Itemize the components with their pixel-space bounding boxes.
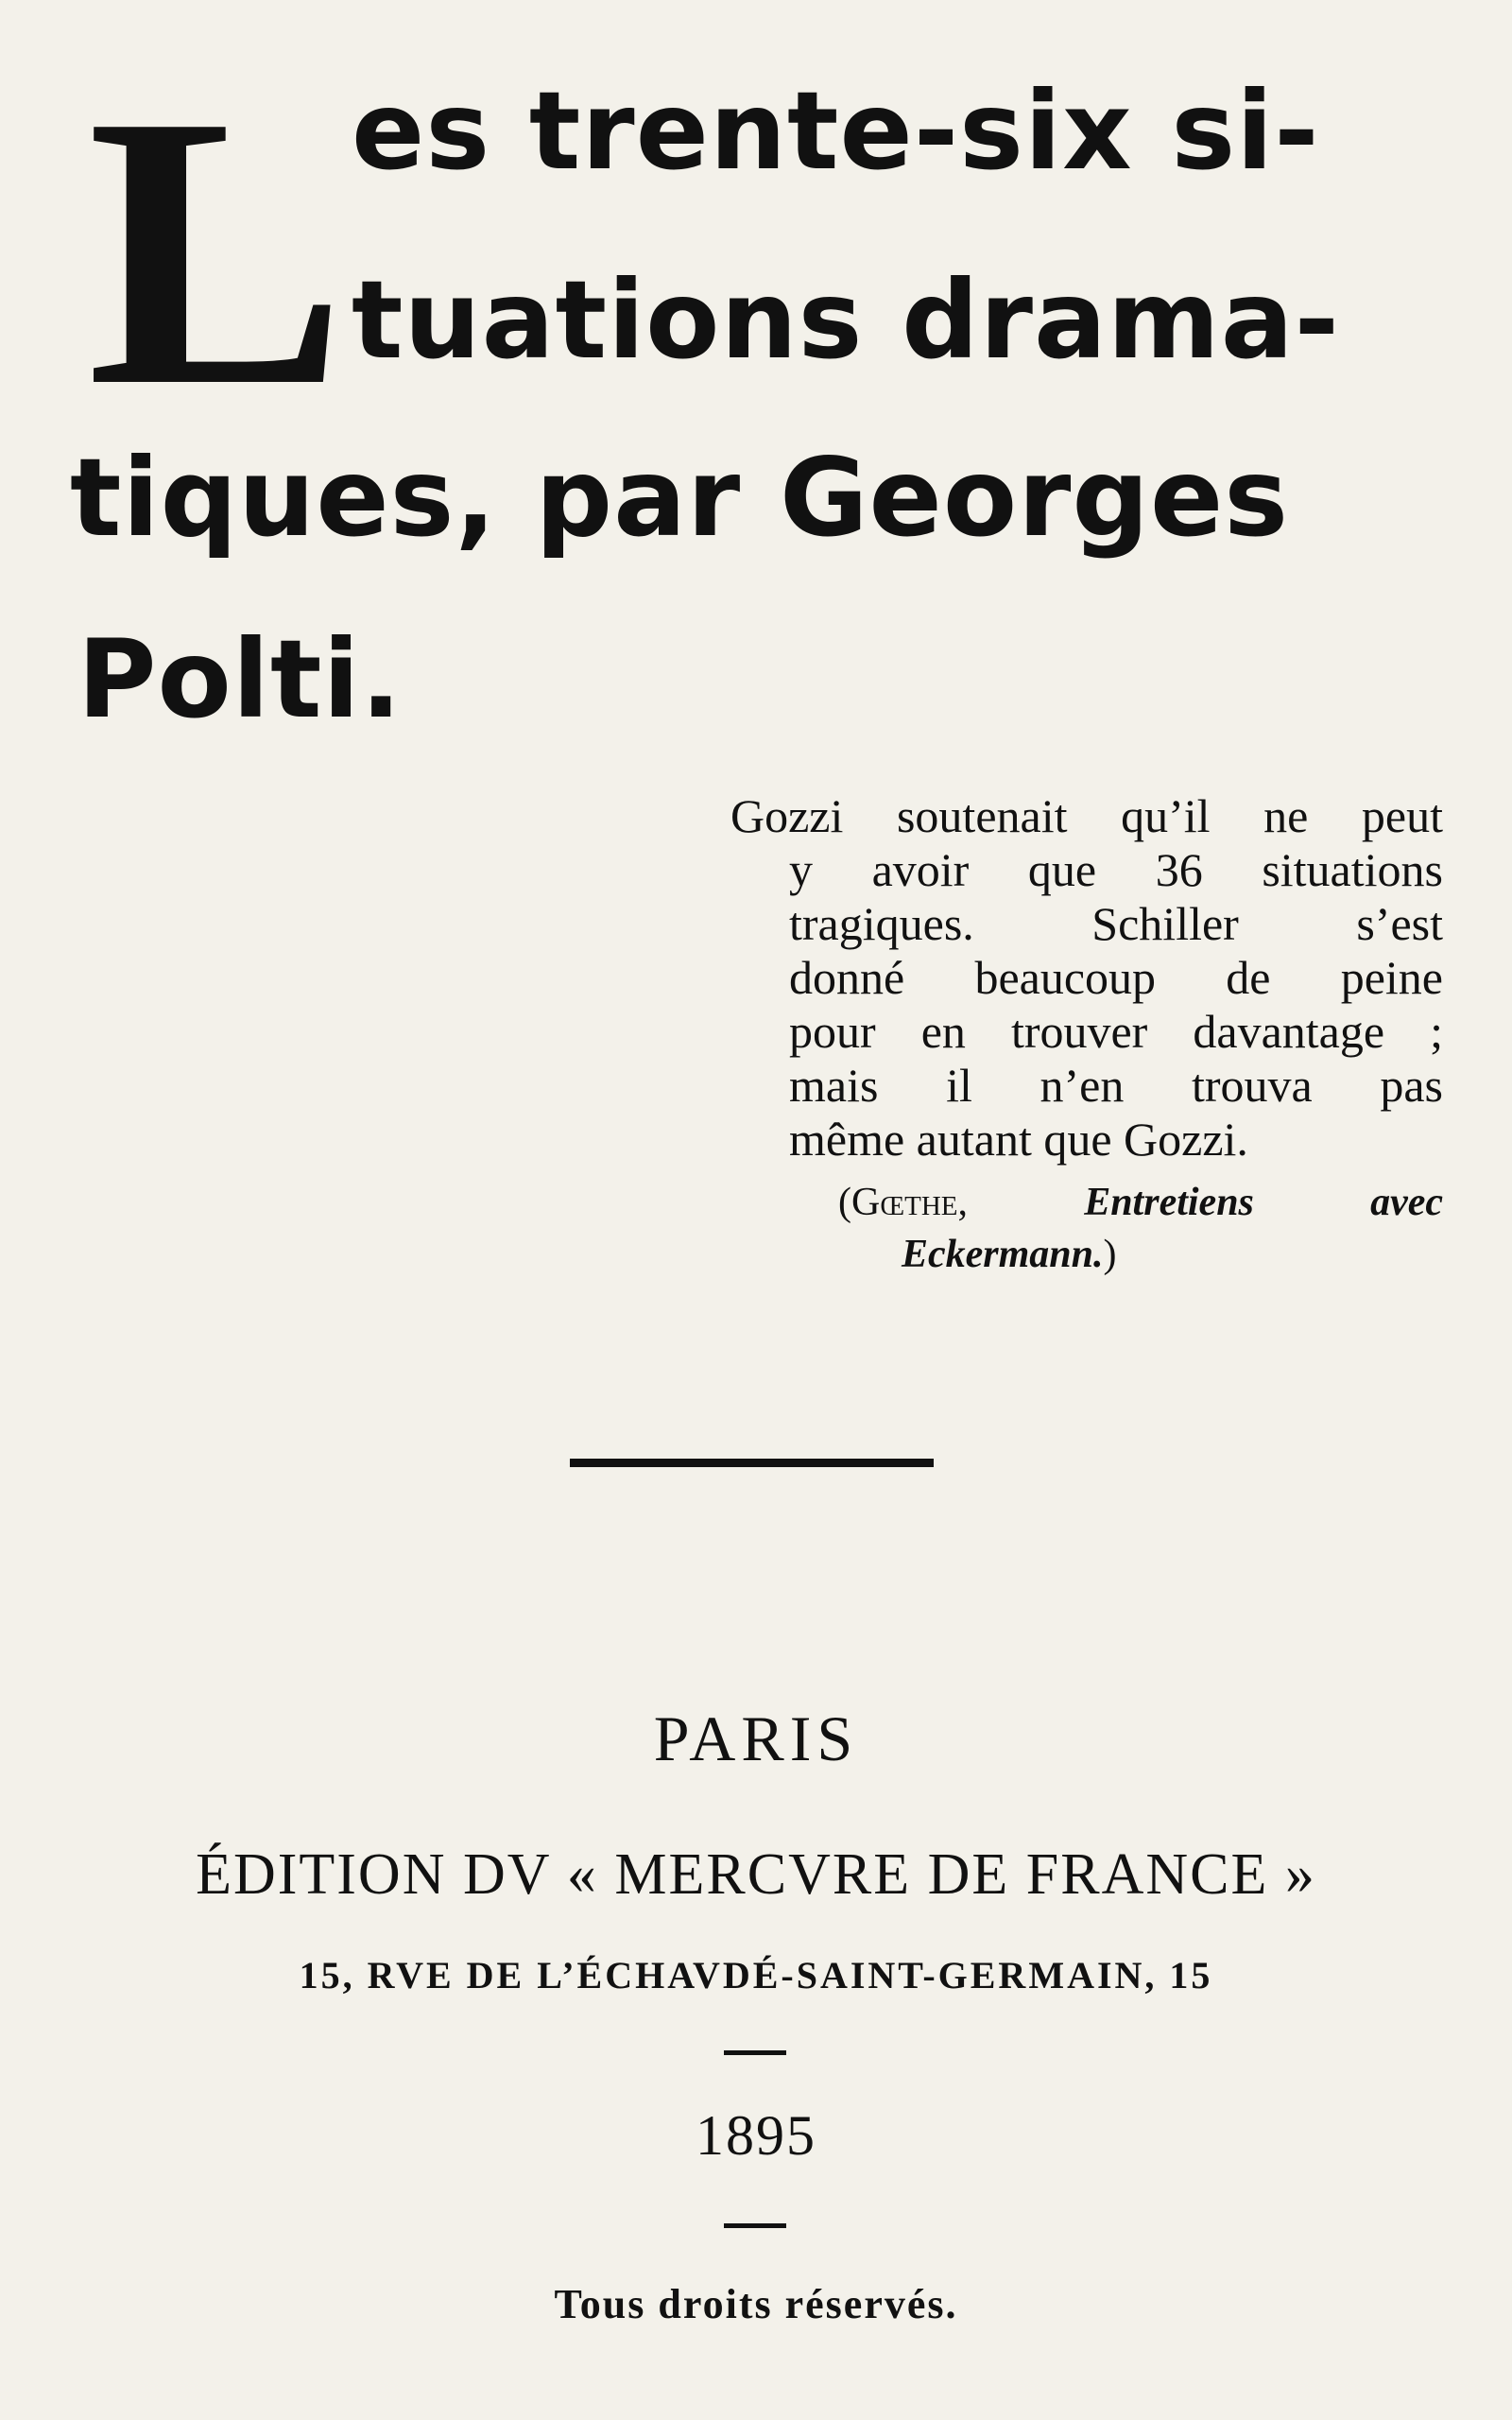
- title-line-1: es trente-six si-: [352, 68, 1320, 194]
- imprint-publisher: ÉDITION DV « MERCVRE DE FRANCE »: [196, 1842, 1316, 1907]
- small-divider: [724, 2050, 786, 2055]
- epigraph: [730, 789, 1443, 1167]
- epigraph-line-2: y avoir que 36 situations: [789, 843, 1443, 896]
- title-line-4: Polti.: [77, 616, 403, 742]
- open-paren: (: [838, 1181, 851, 1224]
- epigraph-line-7: même autant que Gozzi.: [789, 1113, 1248, 1166]
- attribution-work-part2: Eckermann.: [902, 1233, 1104, 1276]
- attribution-comma: ,: [957, 1181, 968, 1224]
- attribution-author: Gœthe: [851, 1181, 958, 1224]
- attribution-line-2: [902, 1229, 1443, 1281]
- close-paren: ): [1103, 1233, 1117, 1276]
- section-divider: [570, 1459, 934, 1467]
- title-line-2: tuations drama-: [352, 257, 1340, 383]
- attribution-line-1: [838, 1177, 1443, 1229]
- imprint-year: 1895: [696, 2104, 816, 2167]
- epigraph-line-3: tragiques. Schiller s’est: [789, 897, 1443, 950]
- attribution-work-part1: Entretiens avec: [1084, 1181, 1444, 1224]
- title-drop-cap: L: [87, 36, 343, 467]
- imprint-address: 15, RVE DE L’ÉCHAVDÉ-SAINT-GERMAIN, 15: [299, 1954, 1213, 1996]
- title-line-3: tiques, par Georges: [70, 435, 1290, 561]
- rights-notice: Tous droits réservés.: [554, 2281, 958, 2327]
- imprint-city: PARIS: [653, 1703, 859, 1774]
- epigraph-line-1: Gozzi soutenait qu’il ne peut: [730, 789, 1443, 842]
- epigraph-attribution: [838, 1177, 1443, 1281]
- epigraph-line-5: pour en trouver davantage ;: [789, 1005, 1443, 1058]
- epigraph-line-6: mais il n’en trouva pas: [789, 1059, 1443, 1112]
- epigraph-line-4: donné beaucoup de peine: [789, 951, 1443, 1004]
- small-divider: [724, 2223, 786, 2228]
